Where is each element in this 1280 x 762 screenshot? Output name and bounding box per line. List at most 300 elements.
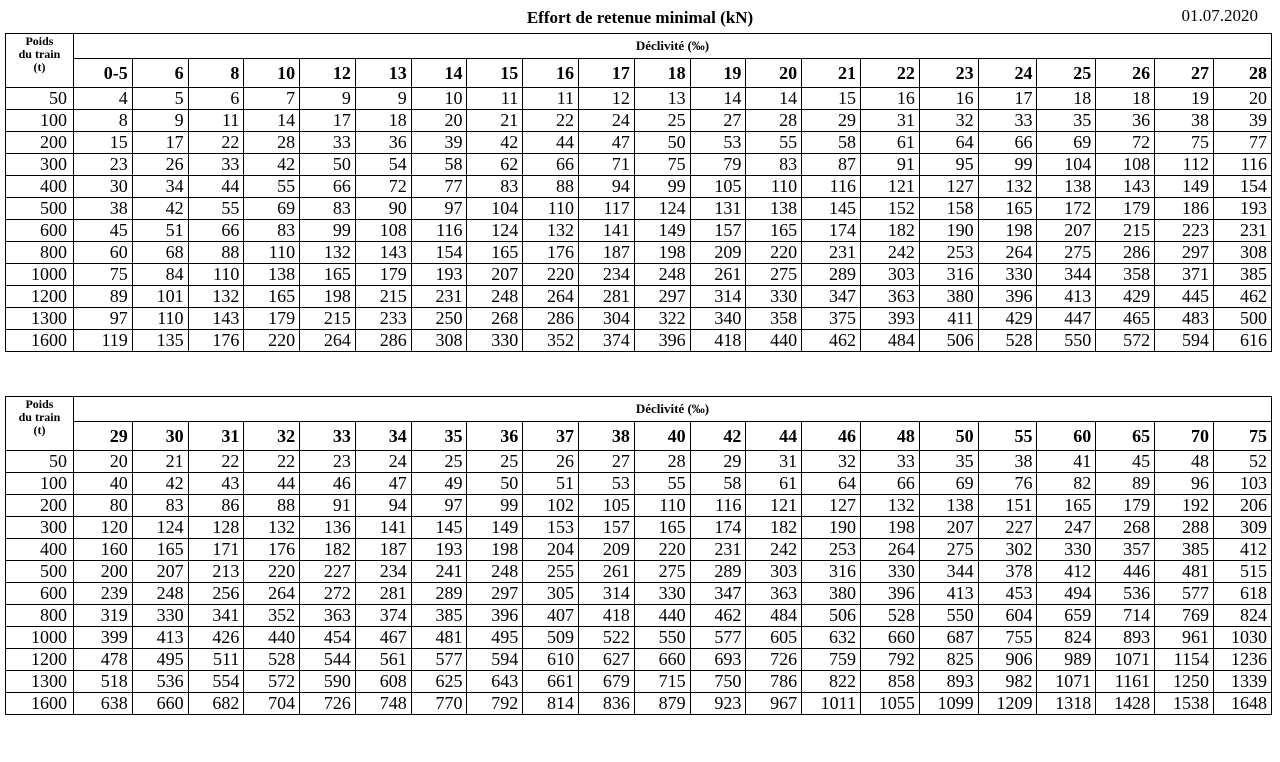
- force-value-cell: 10: [411, 88, 467, 110]
- force-value-cell: 330: [1037, 539, 1096, 561]
- force-value-cell: 483: [1155, 308, 1214, 330]
- table-gradients-low: [5, 33, 1272, 352]
- force-value-cell: 385: [1213, 264, 1271, 286]
- gradient-label: 55: [978, 422, 1037, 451]
- force-value-cell: 179: [1096, 495, 1155, 517]
- table-row: [6, 198, 1272, 220]
- force-value-cell: 268: [467, 308, 523, 330]
- force-value-cell: 84: [132, 264, 188, 286]
- force-value-cell: 20: [1213, 88, 1271, 110]
- force-value-cell: 275: [1037, 242, 1096, 264]
- force-value-cell: 143: [188, 308, 244, 330]
- force-value-cell: 182: [860, 220, 919, 242]
- table-row: [6, 649, 1272, 671]
- force-value-cell: 25: [467, 451, 523, 473]
- train-weight-cell: 800: [6, 242, 74, 264]
- table-row: [6, 605, 1272, 627]
- force-value-cell: 5: [132, 88, 188, 110]
- force-value-cell: 138: [244, 264, 300, 286]
- gradient-label: 6: [132, 59, 188, 88]
- gradient-label: 19: [690, 59, 746, 88]
- force-value-cell: 18: [1096, 88, 1155, 110]
- force-value-cell: 572: [244, 671, 300, 693]
- force-value-cell: 22: [244, 451, 300, 473]
- force-value-cell: 858: [860, 671, 919, 693]
- force-value-cell: 35: [919, 451, 978, 473]
- force-value-cell: 272: [300, 583, 356, 605]
- force-value-cell: 825: [919, 649, 978, 671]
- force-value-cell: 1209: [978, 693, 1037, 715]
- gradient-label: 12: [300, 59, 356, 88]
- force-value-cell: 1318: [1037, 693, 1096, 715]
- force-value-cell: 357: [1096, 539, 1155, 561]
- force-value-cell: 304: [579, 308, 635, 330]
- force-value-cell: 83: [467, 176, 523, 198]
- force-value-cell: 380: [919, 286, 978, 308]
- gradient-label: 21: [802, 59, 861, 88]
- force-value-cell: 358: [746, 308, 802, 330]
- force-value-cell: 110: [244, 242, 300, 264]
- table-row: [6, 110, 1272, 132]
- gradient-label: 16: [523, 59, 579, 88]
- force-value-cell: 60: [73, 242, 132, 264]
- force-value-cell: 66: [300, 176, 356, 198]
- force-value-cell: 234: [579, 264, 635, 286]
- force-value-cell: 99: [634, 176, 690, 198]
- force-value-cell: 275: [919, 539, 978, 561]
- force-value-cell: 446: [1096, 561, 1155, 583]
- force-value-cell: 46: [300, 473, 356, 495]
- force-value-cell: 792: [860, 649, 919, 671]
- force-value-cell: 99: [467, 495, 523, 517]
- weight-header-line: du train: [18, 410, 61, 424]
- force-value-cell: 50: [300, 154, 356, 176]
- force-value-cell: 42: [467, 132, 523, 154]
- force-value-cell: 182: [300, 539, 356, 561]
- force-value-cell: 380: [802, 583, 861, 605]
- force-value-cell: 103: [1213, 473, 1271, 495]
- force-value-cell: 509: [523, 627, 579, 649]
- force-value-cell: 116: [802, 176, 861, 198]
- force-value-cell: 204: [523, 539, 579, 561]
- force-value-cell: 506: [802, 605, 861, 627]
- force-value-cell: 340: [690, 308, 746, 330]
- force-value-cell: 127: [919, 176, 978, 198]
- force-value-cell: 42: [132, 198, 188, 220]
- gradient-label: 17: [579, 59, 635, 88]
- weight-header-line: Poids: [25, 397, 54, 411]
- force-value-cell: 15: [73, 132, 132, 154]
- gradient-label: 8: [188, 59, 244, 88]
- force-value-cell: 344: [919, 561, 978, 583]
- gradient-label: 35: [411, 422, 467, 451]
- force-value-cell: 215: [1096, 220, 1155, 242]
- force-value-cell: 172: [1037, 198, 1096, 220]
- force-value-cell: 371: [1155, 264, 1214, 286]
- force-value-cell: 34: [132, 176, 188, 198]
- force-value-cell: 330: [132, 605, 188, 627]
- document-date: 01.07.2020: [1181, 6, 1258, 25]
- force-value-cell: 220: [746, 242, 802, 264]
- force-value-cell: 528: [860, 605, 919, 627]
- force-value-cell: 610: [523, 649, 579, 671]
- gradient-label: 34: [355, 422, 411, 451]
- force-value-cell: 454: [300, 627, 356, 649]
- force-value-cell: 281: [579, 286, 635, 308]
- force-value-cell: 198: [300, 286, 356, 308]
- force-value-cell: 33: [978, 110, 1037, 132]
- force-value-cell: 308: [411, 330, 467, 352]
- force-value-cell: 220: [244, 561, 300, 583]
- force-value-cell: 288: [1155, 517, 1214, 539]
- force-value-cell: 297: [634, 286, 690, 308]
- force-value-cell: 374: [355, 605, 411, 627]
- force-value-cell: 418: [690, 330, 746, 352]
- force-value-cell: 792: [467, 693, 523, 715]
- force-value-cell: 577: [1155, 583, 1214, 605]
- table-row: [6, 561, 1272, 583]
- force-value-cell: 1071: [1037, 671, 1096, 693]
- force-value-cell: 87: [802, 154, 861, 176]
- force-value-cell: 316: [802, 561, 861, 583]
- force-value-cell: 79: [690, 154, 746, 176]
- force-value-cell: 112: [1155, 154, 1214, 176]
- force-value-cell: 248: [467, 286, 523, 308]
- train-weight-cell: 1200: [6, 286, 74, 308]
- table-row: [6, 132, 1272, 154]
- force-value-cell: 561: [355, 649, 411, 671]
- force-value-cell: 15: [802, 88, 861, 110]
- force-value-cell: 659: [1037, 605, 1096, 627]
- force-value-cell: 135: [132, 330, 188, 352]
- force-value-cell: 231: [411, 286, 467, 308]
- force-value-cell: 594: [1155, 330, 1214, 352]
- force-value-cell: 165: [300, 264, 356, 286]
- force-value-cell: 69: [1037, 132, 1096, 154]
- force-value-cell: 128: [188, 517, 244, 539]
- force-value-cell: 462: [690, 605, 746, 627]
- force-value-cell: 20: [73, 451, 132, 473]
- table-row: [6, 264, 1272, 286]
- force-value-cell: 44: [244, 473, 300, 495]
- force-value-cell: 143: [355, 242, 411, 264]
- force-value-cell: 1648: [1213, 693, 1271, 715]
- force-value-cell: 12: [579, 88, 635, 110]
- train-weight-cell: 500: [6, 561, 74, 583]
- force-value-cell: 363: [300, 605, 356, 627]
- weight-header-line: du train: [18, 47, 61, 61]
- force-value-cell: 322: [634, 308, 690, 330]
- force-value-cell: 97: [411, 198, 467, 220]
- force-value-cell: 330: [746, 286, 802, 308]
- force-value-cell: 302: [978, 539, 1037, 561]
- force-value-cell: 17: [300, 110, 356, 132]
- force-value-cell: 481: [1155, 561, 1214, 583]
- train-weight-cell: 1600: [6, 330, 74, 352]
- force-value-cell: 58: [802, 132, 861, 154]
- force-value-cell: 704: [244, 693, 300, 715]
- force-value-cell: 453: [978, 583, 1037, 605]
- force-value-cell: 330: [467, 330, 523, 352]
- force-value-cell: 396: [860, 583, 919, 605]
- force-value-cell: 90: [355, 198, 411, 220]
- force-value-cell: 80: [73, 495, 132, 517]
- force-value-cell: 145: [411, 517, 467, 539]
- force-value-cell: 47: [355, 473, 411, 495]
- force-value-cell: 303: [860, 264, 919, 286]
- table-row: [6, 693, 1272, 715]
- force-value-cell: 264: [523, 286, 579, 308]
- force-value-cell: 618: [1213, 583, 1271, 605]
- force-value-cell: 21: [467, 110, 523, 132]
- force-value-cell: 9: [300, 88, 356, 110]
- force-value-cell: 375: [802, 308, 861, 330]
- force-value-cell: 42: [132, 473, 188, 495]
- force-value-cell: 49: [411, 473, 467, 495]
- force-value-cell: 923: [690, 693, 746, 715]
- gradient-label: 20: [746, 59, 802, 88]
- force-value-cell: 693: [690, 649, 746, 671]
- force-value-cell: 27: [579, 451, 635, 473]
- force-value-cell: 467: [355, 627, 411, 649]
- force-value-cell: 86: [188, 495, 244, 517]
- force-value-cell: 429: [978, 308, 1037, 330]
- force-value-cell: 160: [73, 539, 132, 561]
- force-value-cell: 264: [860, 539, 919, 561]
- force-value-cell: 143: [1096, 176, 1155, 198]
- force-value-cell: 38: [978, 451, 1037, 473]
- train-weight-cell: 1200: [6, 649, 74, 671]
- force-value-cell: 66: [978, 132, 1037, 154]
- force-value-cell: 465: [1096, 308, 1155, 330]
- force-value-cell: 989: [1037, 649, 1096, 671]
- force-value-cell: 289: [690, 561, 746, 583]
- force-value-cell: 347: [802, 286, 861, 308]
- table-row: [6, 495, 1272, 517]
- force-value-cell: 440: [746, 330, 802, 352]
- force-value-cell: 42: [244, 154, 300, 176]
- force-value-cell: 31: [746, 451, 802, 473]
- force-value-cell: 18: [1037, 88, 1096, 110]
- gradient-label: 15: [467, 59, 523, 88]
- force-value-cell: 9: [132, 110, 188, 132]
- force-value-cell: 138: [1037, 176, 1096, 198]
- force-value-cell: 198: [978, 220, 1037, 242]
- gradient-row: [6, 422, 1272, 451]
- force-value-cell: 88: [244, 495, 300, 517]
- weight-header: [6, 34, 74, 88]
- force-value-cell: 506: [919, 330, 978, 352]
- force-value-cell: 11: [523, 88, 579, 110]
- force-value-cell: 55: [634, 473, 690, 495]
- force-value-cell: 248: [467, 561, 523, 583]
- force-value-cell: 76: [978, 473, 1037, 495]
- table-gradients-high: [5, 396, 1272, 715]
- force-value-cell: 108: [1096, 154, 1155, 176]
- force-value-cell: 16: [919, 88, 978, 110]
- force-value-cell: 714: [1096, 605, 1155, 627]
- force-value-cell: 66: [188, 220, 244, 242]
- force-value-cell: 69: [919, 473, 978, 495]
- force-value-cell: 91: [300, 495, 356, 517]
- gradient-label: 33: [300, 422, 356, 451]
- force-value-cell: 625: [411, 671, 467, 693]
- force-value-cell: 96: [1155, 473, 1214, 495]
- force-value-cell: 193: [1213, 198, 1271, 220]
- force-value-cell: 28: [746, 110, 802, 132]
- table-row: [6, 473, 1272, 495]
- force-value-cell: 275: [746, 264, 802, 286]
- force-value-cell: 17: [132, 132, 188, 154]
- force-value-cell: 66: [523, 154, 579, 176]
- force-value-cell: 36: [1096, 110, 1155, 132]
- force-value-cell: 207: [132, 561, 188, 583]
- force-value-cell: 207: [919, 517, 978, 539]
- force-value-cell: 94: [355, 495, 411, 517]
- force-value-cell: 104: [1037, 154, 1096, 176]
- force-value-cell: 16: [860, 88, 919, 110]
- force-value-cell: 27: [690, 110, 746, 132]
- force-value-cell: 358: [1096, 264, 1155, 286]
- force-value-cell: 121: [746, 495, 802, 517]
- gradient-label: 22: [860, 59, 919, 88]
- force-value-cell: 53: [579, 473, 635, 495]
- force-value-cell: 165: [746, 220, 802, 242]
- force-value-cell: 26: [523, 451, 579, 473]
- force-value-cell: 418: [579, 605, 635, 627]
- force-value-cell: 186: [1155, 198, 1214, 220]
- force-value-cell: 632: [802, 627, 861, 649]
- force-value-cell: 192: [1155, 495, 1214, 517]
- force-value-cell: 33: [300, 132, 356, 154]
- force-value-cell: 35: [1037, 110, 1096, 132]
- force-value-cell: 69: [244, 198, 300, 220]
- force-value-cell: 429: [1096, 286, 1155, 308]
- force-value-cell: 824: [1037, 627, 1096, 649]
- force-value-cell: 99: [300, 220, 356, 242]
- force-value-cell: 550: [634, 627, 690, 649]
- force-value-cell: 141: [579, 220, 635, 242]
- force-value-cell: 33: [860, 451, 919, 473]
- force-value-cell: 1011: [802, 693, 861, 715]
- force-value-cell: 11: [467, 88, 523, 110]
- force-value-cell: 44: [523, 132, 579, 154]
- train-weight-cell: 50: [6, 451, 74, 473]
- weight-header-line: (t): [33, 423, 46, 437]
- force-value-cell: 484: [860, 330, 919, 352]
- force-value-cell: 879: [634, 693, 690, 715]
- force-value-cell: 893: [1096, 627, 1155, 649]
- force-value-cell: 154: [1213, 176, 1271, 198]
- force-value-cell: 374: [579, 330, 635, 352]
- force-value-cell: 447: [1037, 308, 1096, 330]
- force-value-cell: 165: [978, 198, 1037, 220]
- table-row: [6, 242, 1272, 264]
- force-value-cell: 572: [1096, 330, 1155, 352]
- force-value-cell: 193: [411, 264, 467, 286]
- force-value-cell: 198: [860, 517, 919, 539]
- force-value-cell: 198: [634, 242, 690, 264]
- force-value-cell: 154: [411, 242, 467, 264]
- gradient-label: 27: [1155, 59, 1214, 88]
- train-weight-cell: 600: [6, 220, 74, 242]
- force-value-cell: 83: [244, 220, 300, 242]
- force-value-cell: 132: [860, 495, 919, 517]
- gradient-label: 14: [411, 59, 467, 88]
- force-value-cell: 165: [132, 539, 188, 561]
- force-value-cell: 440: [244, 627, 300, 649]
- force-value-cell: 396: [978, 286, 1037, 308]
- force-value-cell: 893: [919, 671, 978, 693]
- force-value-cell: 786: [746, 671, 802, 693]
- force-value-cell: 297: [467, 583, 523, 605]
- force-value-cell: 660: [860, 627, 919, 649]
- force-value-cell: 72: [355, 176, 411, 198]
- force-value-cell: 264: [244, 583, 300, 605]
- force-value-cell: 24: [355, 451, 411, 473]
- gradient-label: 18: [634, 59, 690, 88]
- gradient-label: 46: [802, 422, 861, 451]
- force-value-cell: 495: [467, 627, 523, 649]
- force-value-cell: 157: [690, 220, 746, 242]
- force-value-cell: 1538: [1155, 693, 1214, 715]
- force-value-cell: 91: [860, 154, 919, 176]
- table-row: [6, 330, 1272, 352]
- force-value-cell: 253: [919, 242, 978, 264]
- train-weight-cell: 300: [6, 154, 74, 176]
- force-value-cell: 220: [244, 330, 300, 352]
- force-value-cell: 330: [860, 561, 919, 583]
- force-value-cell: 215: [355, 286, 411, 308]
- force-value-cell: 110: [523, 198, 579, 220]
- force-value-cell: 17: [978, 88, 1037, 110]
- force-value-cell: 550: [1037, 330, 1096, 352]
- force-value-cell: 399: [73, 627, 132, 649]
- force-value-cell: 97: [73, 308, 132, 330]
- gradient-label: 36: [467, 422, 523, 451]
- gradient-label: 40: [634, 422, 690, 451]
- gradient-label: 48: [860, 422, 919, 451]
- gradient-label: 44: [746, 422, 802, 451]
- force-value-cell: 101: [132, 286, 188, 308]
- force-value-cell: 462: [1213, 286, 1271, 308]
- gradient-label: 65: [1096, 422, 1155, 451]
- force-value-cell: 481: [411, 627, 467, 649]
- force-value-cell: 36: [355, 132, 411, 154]
- force-value-cell: 231: [690, 539, 746, 561]
- force-value-cell: 182: [746, 517, 802, 539]
- force-value-cell: 1236: [1213, 649, 1271, 671]
- force-value-cell: 4: [73, 88, 132, 110]
- gradient-label: 70: [1155, 422, 1214, 451]
- force-value-cell: 165: [634, 517, 690, 539]
- page-title: Effort de retenue minimal (kN): [526, 8, 754, 27]
- force-value-cell: 198: [467, 539, 523, 561]
- force-value-cell: 51: [132, 220, 188, 242]
- force-value-cell: 231: [1213, 220, 1271, 242]
- train-weight-cell: 500: [6, 198, 74, 220]
- force-value-cell: 748: [355, 693, 411, 715]
- force-value-cell: 341: [188, 605, 244, 627]
- train-weight-cell: 1300: [6, 308, 74, 330]
- force-value-cell: 604: [978, 605, 1037, 627]
- force-value-cell: 119: [73, 330, 132, 352]
- force-value-cell: 58: [690, 473, 746, 495]
- force-value-cell: 6: [188, 88, 244, 110]
- force-value-cell: 206: [1213, 495, 1271, 517]
- force-value-cell: 1339: [1213, 671, 1271, 693]
- force-value-cell: 1030: [1213, 627, 1271, 649]
